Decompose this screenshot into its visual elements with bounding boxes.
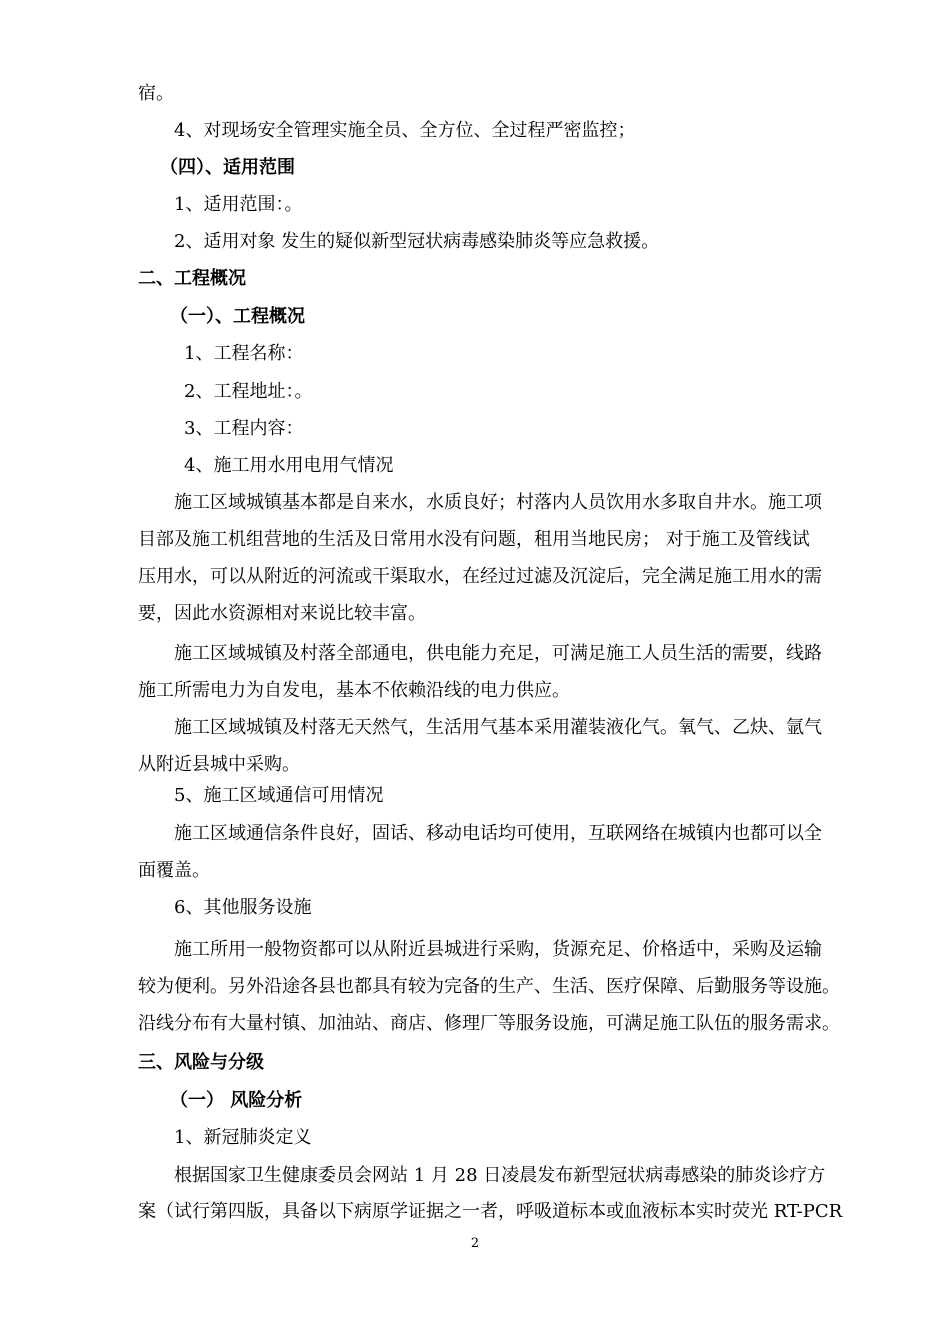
chapter-heading: 三、风险与分级: [138, 1052, 264, 1073]
page-number: 2: [470, 1236, 480, 1251]
text-line: 6、其他服务设施: [174, 897, 312, 918]
text-line: 3、工程内容：: [184, 418, 304, 439]
paragraph-line: 较为便利。另外沿途各县也都具有较为完备的生产、生活、医疗保障、后勤服务等设施。: [138, 976, 840, 997]
paragraph-line: 施工区域城镇及村落无天然气，生活用气基本采用灌装液化气。氧气、乙炔、氩气: [174, 717, 822, 738]
chapter-heading: 二、工程概况: [138, 268, 246, 289]
text-line: 2、适用对象 发生的疑似新型冠状病毒感染肺炎等应急救援。: [174, 231, 660, 252]
section-heading: （一）、工程概况: [170, 306, 305, 327]
text-line: 2、工程地址：。: [184, 381, 313, 402]
paragraph-line: 要，因此水资源相对来说比较丰富。: [138, 603, 426, 624]
text-line: 1、新冠肺炎定义: [174, 1127, 312, 1148]
paragraph-line: 施工区域城镇及村落全部通电，供电能力充足，可满足施工人员生活的需要，线路: [174, 643, 822, 664]
text-line: 5、施工区域通信可用情况: [174, 785, 384, 806]
paragraph-line: 施工所用一般物资都可以从附近县城进行采购，货源充足、价格适中，采购及运输: [174, 939, 822, 960]
text-line: 4、对现场安全管理实施全员、全方位、全过程严密监控；: [174, 120, 636, 141]
paragraph-line: 从附近县城中采购。: [138, 754, 300, 775]
section-heading: （一） 风险分析: [170, 1090, 303, 1111]
paragraph-line: 施工区域通信条件良好，固话、移动电话均可使用，互联网络在城镇内也都可以全: [174, 823, 822, 844]
paragraph-line: 目部及施工机组营地的生活及日常用水没有问题，租用当地民房； 对于施工及管线试: [138, 529, 810, 550]
text-line: 4、施工用水用电用气情况: [184, 455, 394, 476]
paragraph-line: 施工所需电力为自发电，基本不依赖沿线的电力供应。: [138, 680, 570, 701]
paragraph-line: 沿线分布有大量村镇、加油站、商店、修理厂等服务设施，可满足施工队伍的服务需求。: [138, 1013, 840, 1034]
text-line: 1、工程名称：: [184, 343, 304, 364]
paragraph-line: 案（试行第四版，具备以下病原学证据之一者，呼吸道标本或血液标本实时荧光 RT-PCR: [138, 1201, 843, 1222]
paragraph-line: 根据国家卫生健康委员会网站 1 月 28 日凌晨发布新型冠状病毒感染的肺炎诊疗方: [174, 1165, 826, 1186]
paragraph-line: 施工区域城镇基本都是自来水，水质良好；村落内人员饮用水多取自井水。施工项: [174, 492, 822, 513]
text-line: 1、适用范围：。: [174, 194, 303, 215]
paragraph-line: 面覆盖。: [138, 860, 210, 881]
paragraph-line: 压用水，可以从附近的河流或干渠取水，在经过过滤及沉淀后，完全满足施工用水的需: [138, 566, 822, 587]
section-heading: （四）、适用范围: [160, 157, 295, 178]
text-line: 宿。: [138, 83, 174, 104]
